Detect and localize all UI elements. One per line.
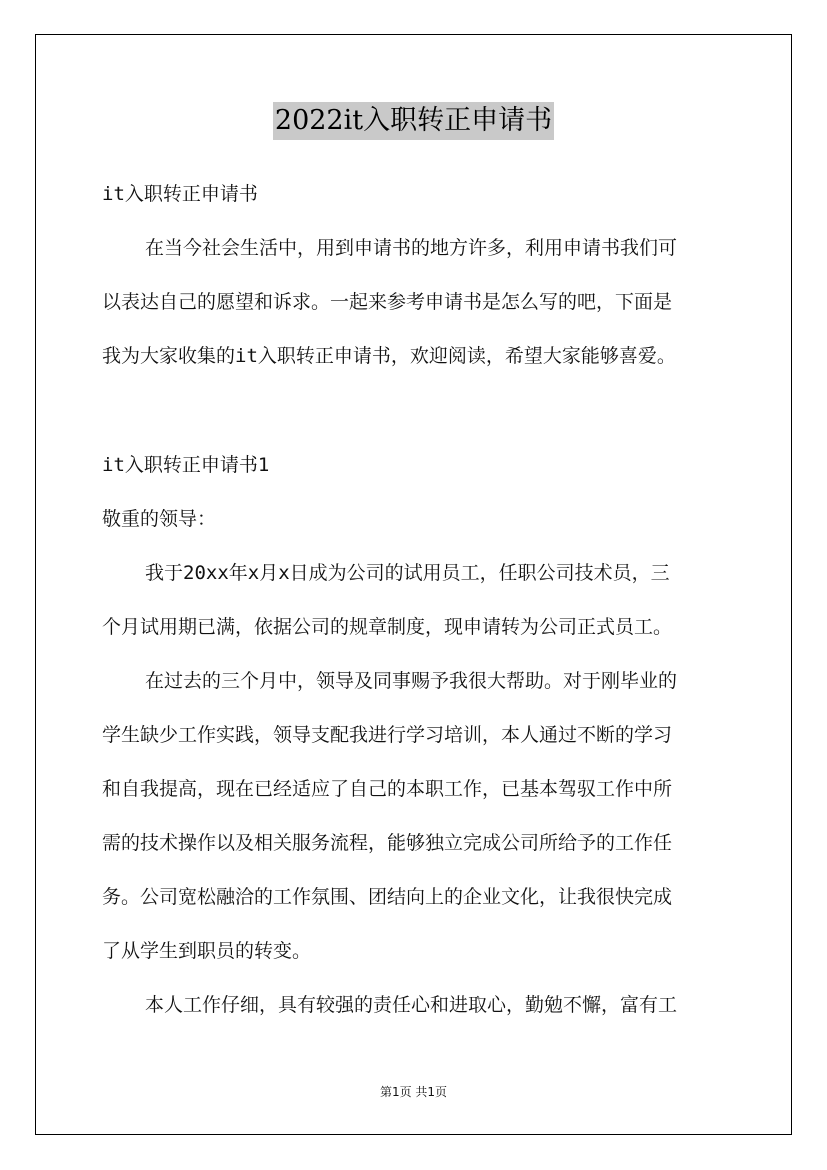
section-heading: it入职转正申请书1 <box>102 454 270 476</box>
paragraph-line: 了从学生到职员的转变。 <box>102 940 312 962</box>
paragraph-line: 需的技术操作以及相关服务流程，能够独立完成公司所给予的工作任 <box>102 832 673 854</box>
paragraph-line: 学生缺少工作实践，领导支配我进行学习培训，本人通过不断的学习 <box>102 724 673 746</box>
subtitle-line: it入职转正申请书 <box>102 183 258 205</box>
paragraph-line: 我为大家收集的it入职转正申请书，欢迎阅读，希望大家能够喜爱。 <box>102 345 676 367</box>
salutation: 敬重的领导： <box>102 508 217 530</box>
paragraph-line: 我于20xx年x月x日成为公司的试用员工，任职公司技术员，三 <box>145 562 670 584</box>
paragraph-line: 和自我提高，现在已经适应了自己的本职工作，已基本驾驭工作中所 <box>102 778 673 800</box>
title-container <box>0 102 827 140</box>
paragraph-line: 本人工作仔细，具有较强的责任心和进取心，勤勉不懈，富有工 <box>145 994 678 1016</box>
paragraph-line: 务。公司宽松融洽的工作氛围、团结向上的企业文化，让我很快完成 <box>102 886 673 908</box>
paragraph-line: 个月试用期已满，依据公司的规章制度，现申请转为公司正式员工。 <box>102 616 673 638</box>
paragraph-line: 在过去的三个月中，领导及同事赐予我很大帮助。对于刚毕业的 <box>145 670 678 692</box>
page-footer: 第1页 共1页 <box>379 1085 448 1099</box>
paragraph-line: 以表达自己的愿望和诉求。一起来参考申请书是怎么写的吧，下面是 <box>102 291 673 313</box>
paragraph-line: 在当今社会生活中，用到申请书的地方许多，利用申请书我们可 <box>145 237 678 259</box>
document-title: 2022it入职转正申请书 <box>273 102 554 140</box>
